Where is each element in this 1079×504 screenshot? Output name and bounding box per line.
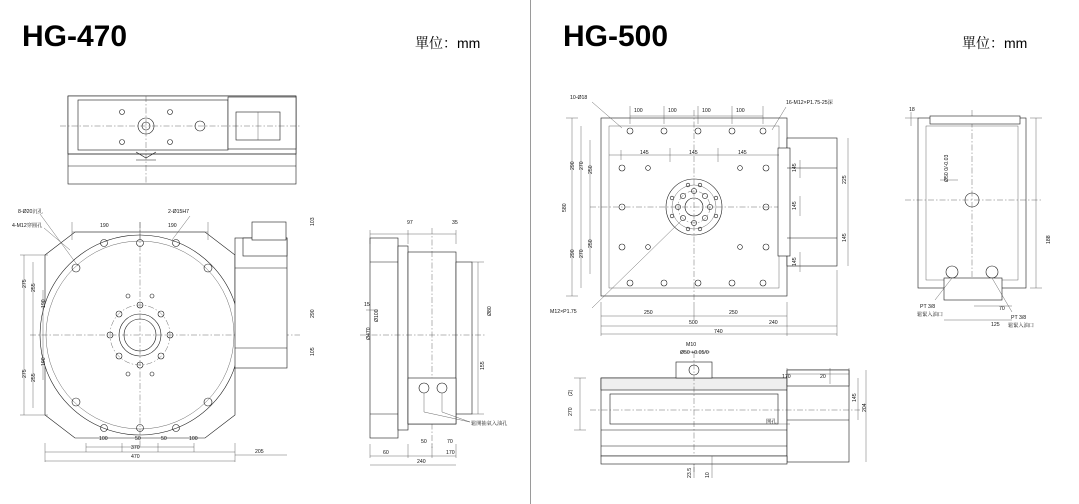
annotation: 190 — [41, 299, 47, 308]
annotation: 100 — [668, 108, 677, 114]
unit-label-left: 單位：mm — [415, 35, 481, 51]
annotation: 275 — [22, 369, 28, 378]
annotation: 470 — [131, 454, 140, 460]
annotation: 740 — [714, 329, 723, 335]
annotation: 255 — [31, 283, 37, 292]
annotation: Ø100 — [374, 309, 380, 322]
annotation: 2-Ø15H7 — [168, 209, 190, 215]
annotation: 205 — [255, 449, 264, 455]
annotation: 145 — [792, 257, 798, 266]
annotation: 240 — [769, 320, 778, 326]
annotation: 100 — [702, 108, 711, 114]
annotation: 20 — [820, 374, 826, 380]
annotation: 鬆開抽氣入油孔 — [471, 421, 508, 427]
annotation: 190 — [168, 223, 177, 229]
annotation: 188 — [1046, 235, 1052, 244]
annotation: 145 — [689, 150, 698, 156]
annotation: 580 — [562, 203, 568, 212]
annotation: 250 — [644, 310, 653, 316]
annotation: 270 — [568, 407, 574, 416]
annotation: 250 — [588, 165, 594, 174]
annotation: 97 — [407, 220, 413, 226]
annotation: 4-M12穿圓孔 — [12, 223, 43, 229]
annotation: 370 — [131, 445, 140, 451]
annotation: 290 — [570, 249, 576, 258]
page-title-right: HG-500 — [563, 20, 669, 53]
annotation: 270 — [579, 161, 585, 170]
page-title-left: HG-470 — [22, 20, 128, 53]
annotation: 204 — [862, 403, 868, 412]
annotation: (2) — [568, 389, 574, 396]
annotation: 190 — [41, 357, 47, 366]
annotation: 105 — [310, 347, 316, 356]
annotation: 250 — [588, 239, 594, 248]
annotation: 225 — [842, 175, 848, 184]
annotation: 18 — [909, 107, 915, 113]
annotation: 50 — [161, 436, 167, 442]
annotation: 10 — [705, 472, 711, 478]
annotation: 170 — [446, 450, 455, 456]
annotation: 145 — [738, 150, 747, 156]
annotation: 145 — [640, 150, 649, 156]
annotation: 170 — [782, 374, 791, 380]
annotation: 50 — [421, 439, 427, 445]
annotation: 10-Ø18 — [570, 95, 588, 101]
annotation: 鬆緊入油口 — [917, 312, 943, 318]
annotation: 155 — [480, 361, 486, 370]
annotation: PT 3/8 — [920, 304, 936, 310]
annotation: 100 — [189, 436, 198, 442]
annotation: Ø470 — [366, 327, 372, 340]
annotation: 500 — [689, 320, 698, 326]
annotation: 275 — [22, 279, 28, 288]
annotation: Ø50 +0.05/0 — [680, 350, 709, 356]
annotation: 70 — [999, 306, 1005, 312]
annotation: 145 — [842, 233, 848, 242]
annotation: 145 — [792, 163, 798, 172]
annotation: 開孔 — [766, 419, 777, 425]
annotation: 270 — [579, 249, 585, 258]
annotation: Ø80 — [487, 306, 493, 316]
annotation: 8-Ø20沉孔 — [18, 209, 43, 215]
annotation: 145 — [852, 393, 858, 402]
annotation: 100 — [99, 436, 108, 442]
annotation: 50 — [135, 436, 141, 442]
unit-label-right: 單位：mm — [962, 35, 1028, 51]
annotation: M10 — [686, 342, 697, 348]
annotation: 60 — [383, 450, 389, 456]
annotation: PT 3/8 — [1011, 315, 1027, 321]
annotation: 250 — [729, 310, 738, 316]
annotation: 125 — [991, 322, 1000, 328]
annotation: 145 — [792, 201, 798, 210]
annotation: 100 — [634, 108, 643, 114]
annotation: 240 — [417, 459, 426, 465]
annotation: 35 — [452, 220, 458, 226]
annotation: 16-M12×P1.75-25深 — [786, 100, 833, 106]
annotation: 290 — [570, 161, 576, 170]
annotation: M12×P1.75 — [550, 309, 577, 315]
annotation: 103 — [310, 217, 316, 226]
annotation: 100 — [736, 108, 745, 114]
annotation: Ø50 0/-0.03 — [944, 154, 950, 182]
annotation: 70 — [447, 439, 453, 445]
annotation: 15 — [364, 302, 370, 308]
annotation: 鬆緊入油口 — [1008, 323, 1034, 329]
annotation: 290 — [310, 309, 316, 318]
annotation: 255 — [31, 373, 37, 382]
annotation: 190 — [100, 223, 109, 229]
annotation: 23.5 — [687, 467, 693, 478]
